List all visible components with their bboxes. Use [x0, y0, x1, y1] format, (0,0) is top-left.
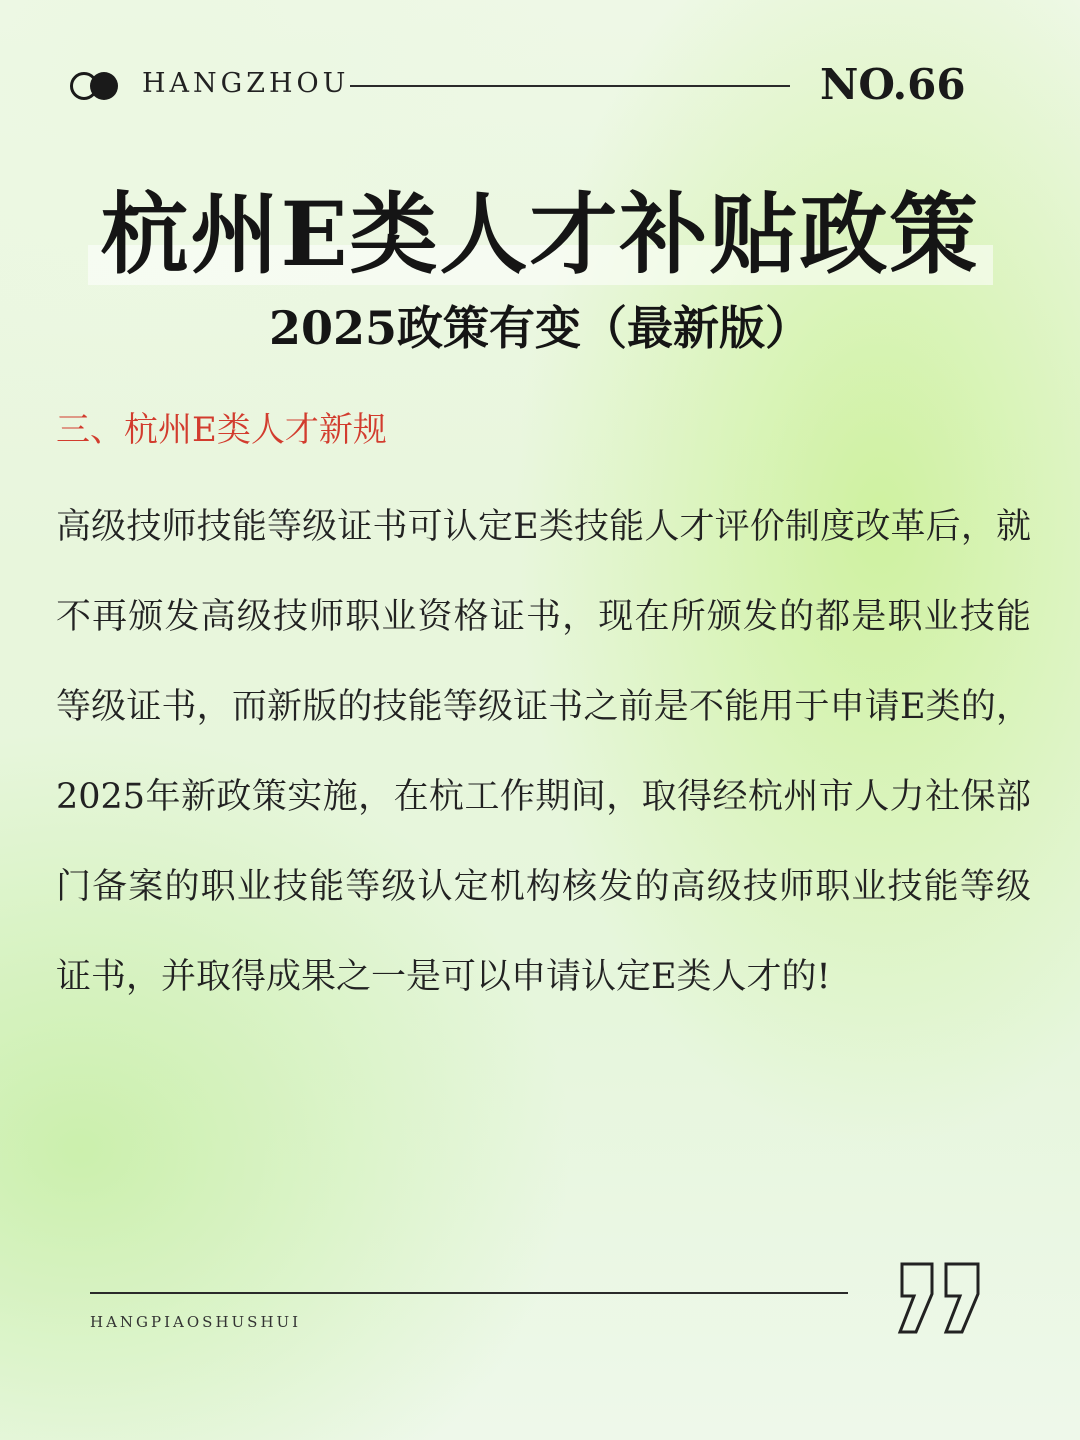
page-title: 杭州E类人才补贴政策: [100, 182, 980, 286]
footer-divider: [90, 1292, 848, 1294]
quote-icon: [892, 1258, 988, 1338]
page-subtitle: 2025政策有变（最新版）: [268, 301, 812, 355]
header: [70, 60, 970, 112]
footer-label: HANGPIAOSHUSHUI: [90, 1313, 302, 1331]
logo-mark-icon: [70, 72, 122, 100]
body-paragraph: 高级技师技能等级证书可认定E类技能人才评价制度改革后，就不再颁发高级技师职业资格证书，现在所颁发的都是职业技能等级证书，而新版的技能等级证书之前是不能用于申请E类的，2025年新政策实施，在杭工作期间，取得经杭州市人力社保部门备案的职业技能等级认定机构核发的高级技师职业技能等级证书，并取得成果之一是可以申请认定E类人才的!: [56, 507, 1031, 997]
city-label: HANGZHOU: [142, 68, 350, 99]
issue-number: NO.66: [820, 60, 966, 109]
header-divider: [350, 85, 790, 87]
section-heading: 三、杭州E类人才新规: [56, 410, 387, 450]
